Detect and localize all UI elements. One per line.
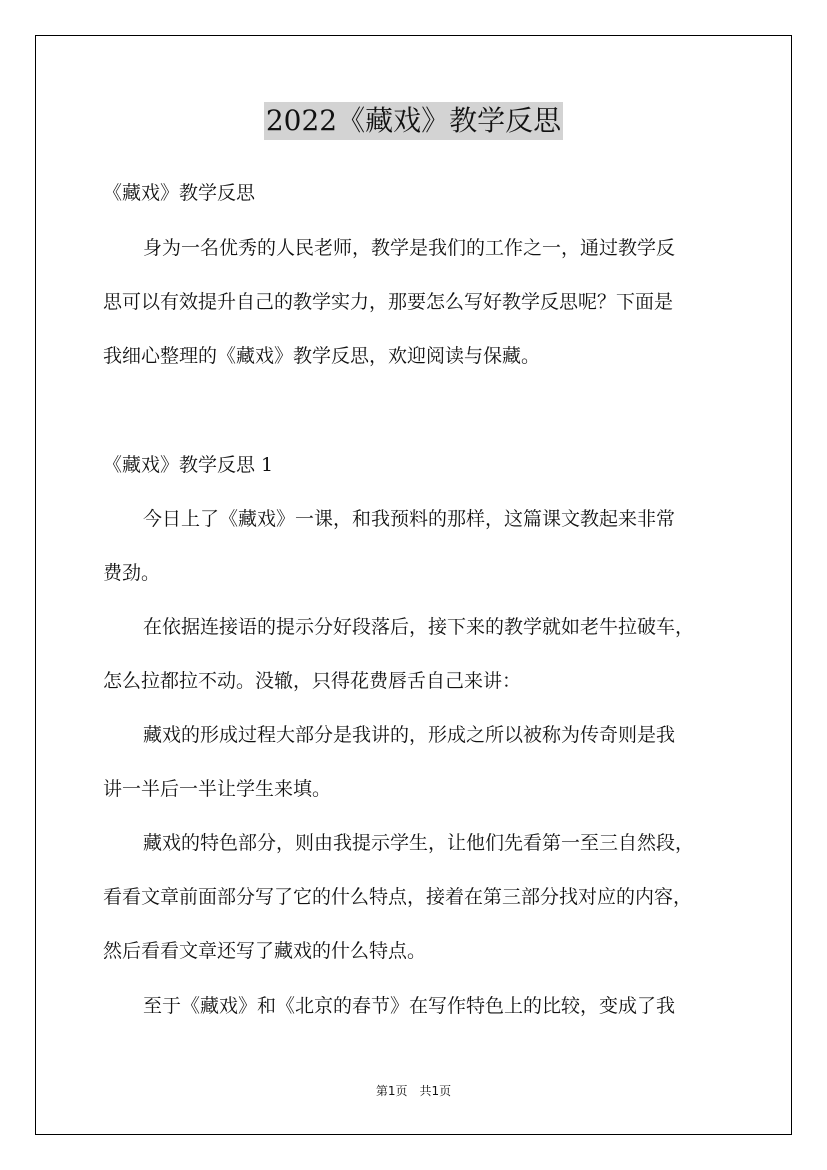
section-heading: 《藏戏》教学反思 1 [103, 454, 274, 476]
subheading: 《藏戏》教学反思 [103, 182, 256, 204]
document-title: 2022《藏戏》教学反思 [264, 102, 563, 140]
paragraph-line: 思可以有效提升自己的教学实力，那要怎么写好教学反思呢？下面是 [103, 291, 674, 313]
paragraph-line: 我细心整理的《藏戏》教学反思，欢迎阅读与保藏。 [103, 345, 541, 367]
paragraph-line: 藏戏的形成过程大部分是我讲的，形成之所以被称为传奇则是我 [143, 724, 676, 746]
paragraph-line: 今日上了《藏戏》一课，和我预料的那样，这篇课文教起来非常 [143, 508, 676, 530]
paragraph-line: 费劲。 [103, 562, 161, 584]
paragraph-line: 至于《藏戏》和《北京的春节》在写作特色上的比较，变成了我 [143, 995, 676, 1017]
paragraph-line: 怎么拉都拉不动。没辙，只得花费唇舌自己来讲： [103, 670, 522, 692]
paragraph-line: 然后看看文章还写了藏戏的什么特点。 [103, 940, 427, 962]
paragraph-line: 讲一半后一半让学生来填。 [103, 778, 332, 800]
title-container [0, 102, 827, 140]
paragraph-line: 看看文章前面部分写了它的什么特点，接着在第三部分找对应的内容， [103, 886, 693, 908]
paragraph-line: 身为一名优秀的人民老师，教学是我们的工作之一，通过教学反 [143, 237, 676, 259]
paragraph-line: 在依据连接语的提示分好段落后，接下来的教学就如老牛拉破车， [143, 616, 695, 638]
paragraph-line: 藏戏的特色部分，则由我提示学生，让他们先看第一至三自然段， [143, 832, 695, 854]
page-number: 第1页 共1页 [375, 1084, 452, 1098]
